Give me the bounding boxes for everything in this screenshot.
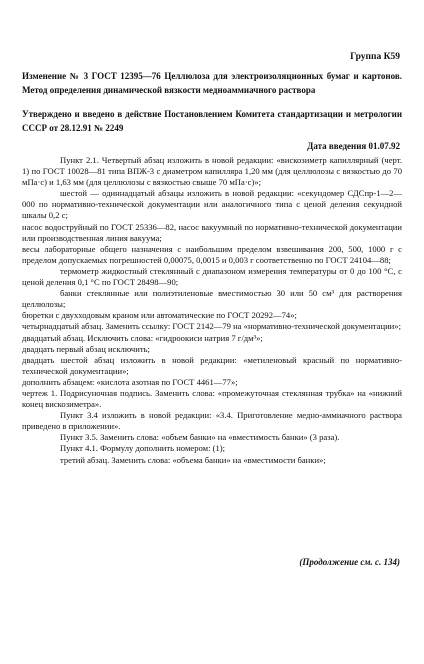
- body-paragraph: Пункт 4.1. Формулу дополнить номером: (1);: [60, 443, 226, 454]
- body-paragraph: двадцать первый абзац исключить;: [22, 343, 150, 354]
- approval-note: Утверждено и введено в действие Постановлением Комитета стандартизации и метрологии СССР от 28.12.91 № 2249: [22, 109, 402, 133]
- document-body: [22, 155, 402, 466]
- amendment-title: Изменение № 3 ГОСТ 12395—76 Целлюлоза для электроизоляционных бумаг и картонов. Метод определения динамической вязкости медноаммиачного раствора: [22, 71, 402, 95]
- body-paragraph: двадцатый абзац. Исключить слова: «гидроокиси натрия 7 г/дм³»;: [22, 332, 263, 343]
- body-paragraph: третий абзац. Заменить слова: «объема банки» на «вместимости банки»;: [60, 454, 326, 465]
- body-paragraph: бюретки с двухходовым краном или автоматические по ГОСТ 20292—74»;: [22, 310, 297, 321]
- body-paragraph: четырнадцатый абзац. Заменить ссылку: ГОСТ 2142—79 на «нормативно-технической документации»;: [22, 321, 401, 332]
- body-paragraph: термометр жидкостный стеклянный с диапазоном измерения температуры от 0 до 100 °С, с ценой деления 0,1 °С по ГОСТ 28498—90;: [22, 265, 402, 288]
- body-paragraph: Пункт 2.1. Четвертый абзац изложить в новой редакции: «вискозиметр капиллярный (черт. 1) по ГОСТ 10028—81 типа ВПЖ-3 с диаметром капилляра 1,20 мм (для целлюлозы с вязкостью до 70 мПа·с) и 1,63 мм (для целлюлозы с вязкостью свыше 70 мПа·с)»;: [22, 155, 402, 188]
- group-code: Группа К59: [350, 52, 400, 62]
- continuation-note: (Продолжение см. с. 134): [299, 557, 400, 567]
- body-paragraph: насос водоструйный по ГОСТ 25336—82, насос вакуумный по нормативно-технической документации или производственная линия вакуума;: [22, 221, 402, 243]
- body-paragraph: банки стеклянные или полиэтиленовые вместимостью 30 или 50 см³ для растворения целлюлозы;: [22, 288, 402, 310]
- body-paragraph: двадцать шестой абзац изложить в новой редакции: «метиленовый красный по нормативно-технической документации»;: [22, 354, 402, 376]
- body-paragraph: Пункт 3.5. Заменить слова: «объем банки» на «вместимость банки» (3 раза).: [60, 432, 340, 443]
- body-paragraph: шестой — одиннадцатый абзацы изложить в новой редакции: «секундомер СДСпр-1—2—000 по нормативно-технической документации или аналогичного типа с ценой деления секундной шкалы 0,2 с;: [22, 188, 402, 221]
- body-paragraph: дополнить абзацем: «кислота азотная по ГОСТ 4461—77»;: [22, 376, 238, 387]
- body-paragraph: весы лабораторные общего назначения с наибольшим пределом взвешивания 200, 500, 1000 г с пределом допускаемых погрешностей 0,00075, 0,0015 и 0,003 г соответственно по ГОСТ 24104—88;: [22, 243, 402, 265]
- body-paragraph: чертеж 1. Подрисуночная подпись. Заменить слова: «промежуточная стеклянная трубка» на «нижний конец вискозиметра».: [22, 387, 402, 410]
- effective-date: Дата введения 01.07.92: [307, 141, 400, 151]
- body-paragraph: Пункт 3.4 изложить в новой редакции: «3.4. Приготовление медно-аммиачного раствора приведено в приложении».: [22, 410, 402, 432]
